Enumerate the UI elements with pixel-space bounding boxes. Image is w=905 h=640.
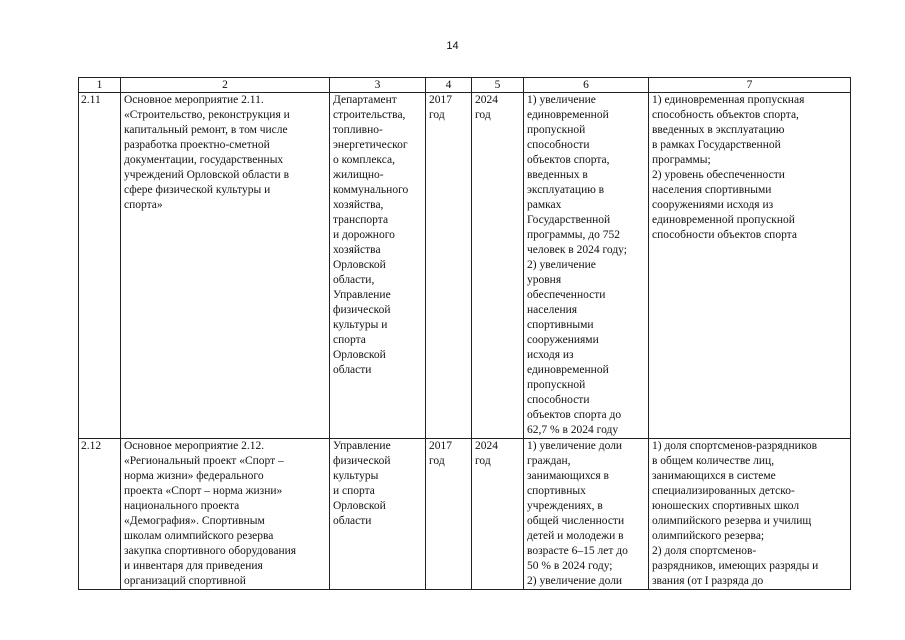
start-year: 2017 год: [426, 93, 472, 439]
end-year: 2024 год: [472, 439, 524, 590]
program-activities-table: [78, 77, 851, 590]
page-number: 14: [446, 40, 459, 52]
activity-number: 2.11: [79, 93, 121, 439]
column-header: 1: [79, 78, 121, 93]
end-year: 2024 год: [472, 93, 524, 439]
activity-number: 2.12: [79, 439, 121, 590]
column-header: 5: [472, 78, 524, 93]
expected-result: 1) увеличение единовременной пропускной способности объектов спорта, введенных в эксплуатацию в рамках Государственной программы, до 752 человек в 2024 году; 2) увеличение уровня обеспеченности населения спортивными сооружениями исходя из единовременной пропускной способности объектов спорта до 62,7 % в 2024 году: [524, 93, 649, 439]
indicators: 1) единовременная пропускная способность объектов спорта, введенных в эксплуатацию в рамках Государственной программы; 2) уровень обеспеченности населения спортивными сооружениями исходя из единовременной пропускной способности объектов спорта: [649, 93, 851, 439]
activity-description: Основное мероприятие 2.12. «Региональный проект «Спорт – норма жизни» федерального проекта «Спорт – норма жизни» национального проекта «Демография». Спортивным школам олимпийского резерва закупка спортивного оборудования и инвентаря для приведения организаций спортивной: [121, 439, 330, 590]
activity-description: Основное мероприятие 2.11. «Строительство, реконструкция и капитальный ремонт, в том числе разработка проектно-сметной документации, государственных учреждений Орловской области в сфере физической культуры и спорта»: [121, 93, 330, 439]
column-header: 3: [330, 78, 426, 93]
column-header: 4: [426, 78, 472, 93]
indicators: 1) доля спортсменов-разрядников в общем количестве лиц, занимающихся в системе специализированных детско- юношеских спортивных школ олимпийского резерва и училищ олимпийского резерва; 2) доля спортсменов- разрядников, имеющих разряды и звания (от I разряда до: [649, 439, 851, 590]
start-year: 2017 год: [426, 439, 472, 590]
column-header: 2: [121, 78, 330, 93]
executor: Управление физической культуры и спорта Орловской области: [330, 439, 426, 590]
executor: Департамент строительства, топливно- энергетическог о комплекса, жилищно- коммунального хозяйства, транспорта и дорожного хозяйства Орловской области, Управление физической культуры и спорта Орловской области: [330, 93, 426, 439]
table-header-row: [79, 78, 851, 93]
table-row: [79, 439, 851, 590]
expected-result: 1) увеличение доли граждан, занимающихся в спортивных учреждениях, в общей численности детей и молодежи в возрасте 6–15 лет до 50 % в 2024 году; 2) увеличение доли: [524, 439, 649, 590]
table-row: [79, 93, 851, 439]
column-header: 6: [524, 78, 649, 93]
column-header: 7: [649, 78, 851, 93]
